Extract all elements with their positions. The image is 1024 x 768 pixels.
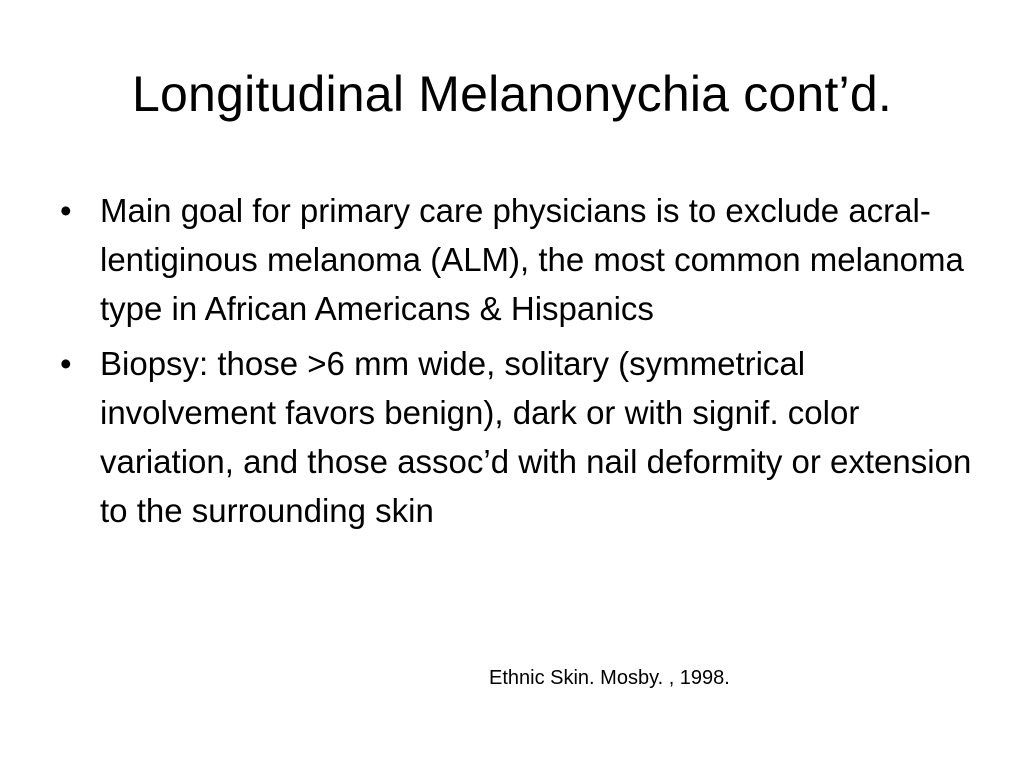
bullet-icon: •	[60, 192, 72, 229]
bullet-list	[58, 186, 978, 535]
slide-title: Longitudinal Melanonychia cont’d.	[132, 66, 892, 122]
bullet-icon: •	[60, 345, 72, 382]
bullet-item	[58, 186, 978, 333]
citation: Ethnic Skin. Mosby. , 1998.	[489, 667, 730, 689]
bullet-text: Main goal for primary care physicians is to exclude acral-lentiginous melanoma (ALM), the most common melanoma type in African Americans & Hispanics	[100, 192, 964, 327]
bullet-item	[58, 339, 978, 535]
bullet-text: Biopsy: those >6 mm wide, solitary (symmetrical involvement favors benign), dark or with signif. color variation, and those assoc’d with nail deformity or extension to the surrounding skin	[100, 345, 972, 529]
